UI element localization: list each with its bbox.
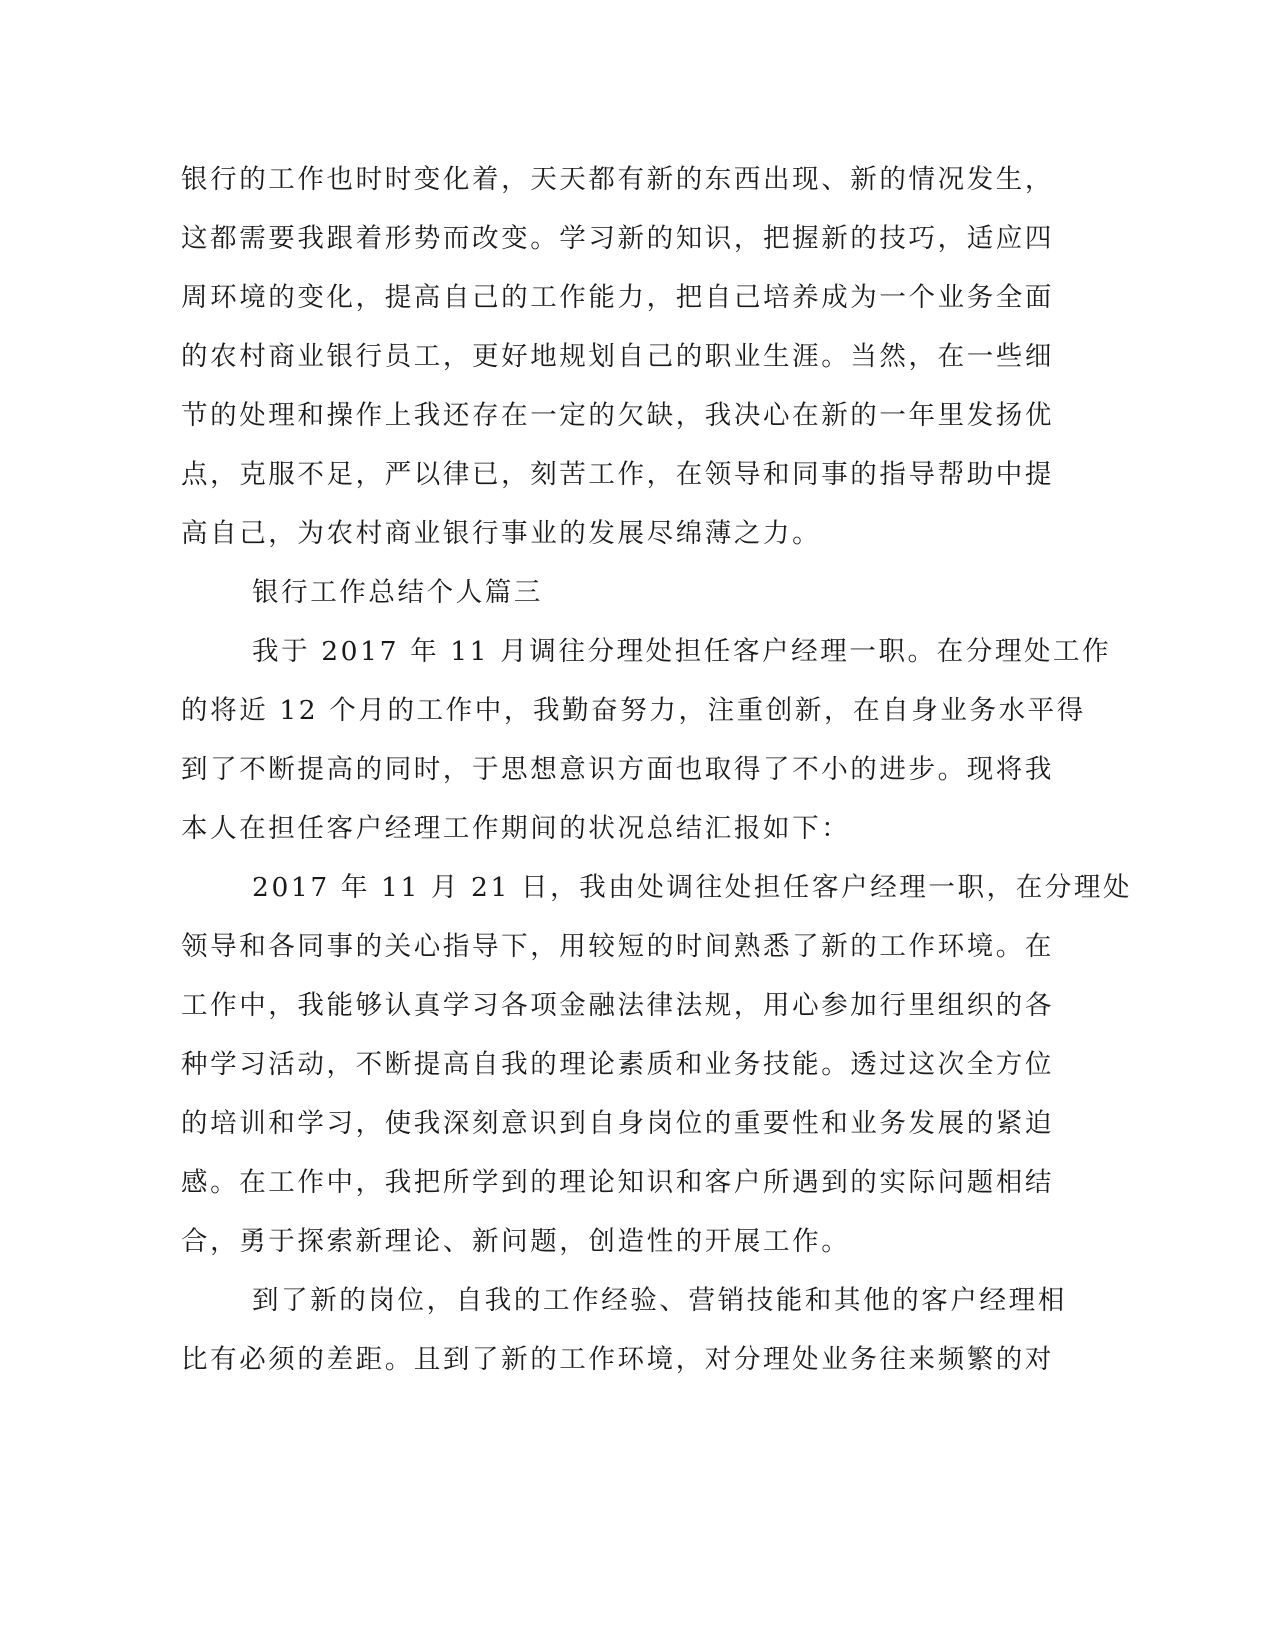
paragraph-line: 周环境的变化，提高自己的工作能力，把自己培养成为一个业务全面 bbox=[181, 282, 1054, 313]
paragraph-line: 领导和各同事的关心指导下，用较短的时间熟悉了新的工作环境。在 bbox=[181, 931, 1054, 962]
paragraph-line: 到了新的岗位，自我的工作经验、营销技能和其他的客户经理相 bbox=[252, 1285, 1067, 1316]
paragraph-line: 的培训和学习，使我深刻意识到自身岗位的重要性和业务发展的紧迫 bbox=[181, 1108, 1054, 1139]
section-heading: 银行工作总结个人篇三 bbox=[252, 577, 543, 608]
paragraph-line: 比有必须的差距。且到了新的工作环境，对分理处业务往来频繁的对 bbox=[181, 1344, 1054, 1375]
paragraph-line: 高自己，为农村商业银行事业的发展尽绵薄之力。 bbox=[181, 518, 822, 549]
paragraph-line: 的农村商业银行员工，更好地规划自己的职业生涯。当然，在一些细 bbox=[181, 341, 1054, 372]
paragraph-line: 我于 2017 年 11 月调往分理处担任客户经理一职。在分理处工作 bbox=[252, 636, 1112, 667]
paragraph-line: 本人在担任客户经理工作期间的状况总结汇报如下： bbox=[181, 813, 851, 844]
paragraph-line: 节的处理和操作上我还存在一定的欠缺，我决心在新的一年里发扬优 bbox=[181, 400, 1054, 431]
paragraph-line: 到了不断提高的同时，于思想意识方面也取得了不小的进步。现将我 bbox=[181, 754, 1054, 785]
paragraph-line: 点，克服不足，严以律已，刻苦工作，在领导和同事的指导帮助中提 bbox=[181, 459, 1054, 490]
paragraph-line: 感。在工作中，我把所学到的理论知识和客户所遇到的实际问题相结 bbox=[181, 1167, 1054, 1198]
paragraph-line: 种学习活动，不断提高自我的理论素质和业务技能。透过这次全方位 bbox=[181, 1049, 1054, 1080]
paragraph-line: 合，勇于探索新理论、新问题，创造性的开展工作。 bbox=[181, 1226, 851, 1257]
paragraph-line: 这都需要我跟着形势而改变。学习新的知识，把握新的技巧，适应四 bbox=[181, 223, 1054, 254]
paragraph-line: 银行的工作也时时变化着，天天都有新的东西出现、新的情况发生， bbox=[181, 164, 1054, 195]
paragraph-line: 的将近 12 个月的工作中，我勤奋努力，注重创新，在自身业务水平得 bbox=[181, 695, 1086, 726]
paragraph-line: 工作中，我能够认真学习各项金融法律法规，用心参加行里组织的各 bbox=[181, 990, 1054, 1021]
paragraph-line: 2017 年 11 月 21 日，我由处调往处担任客户经理一职，在分理处 bbox=[252, 872, 1133, 903]
